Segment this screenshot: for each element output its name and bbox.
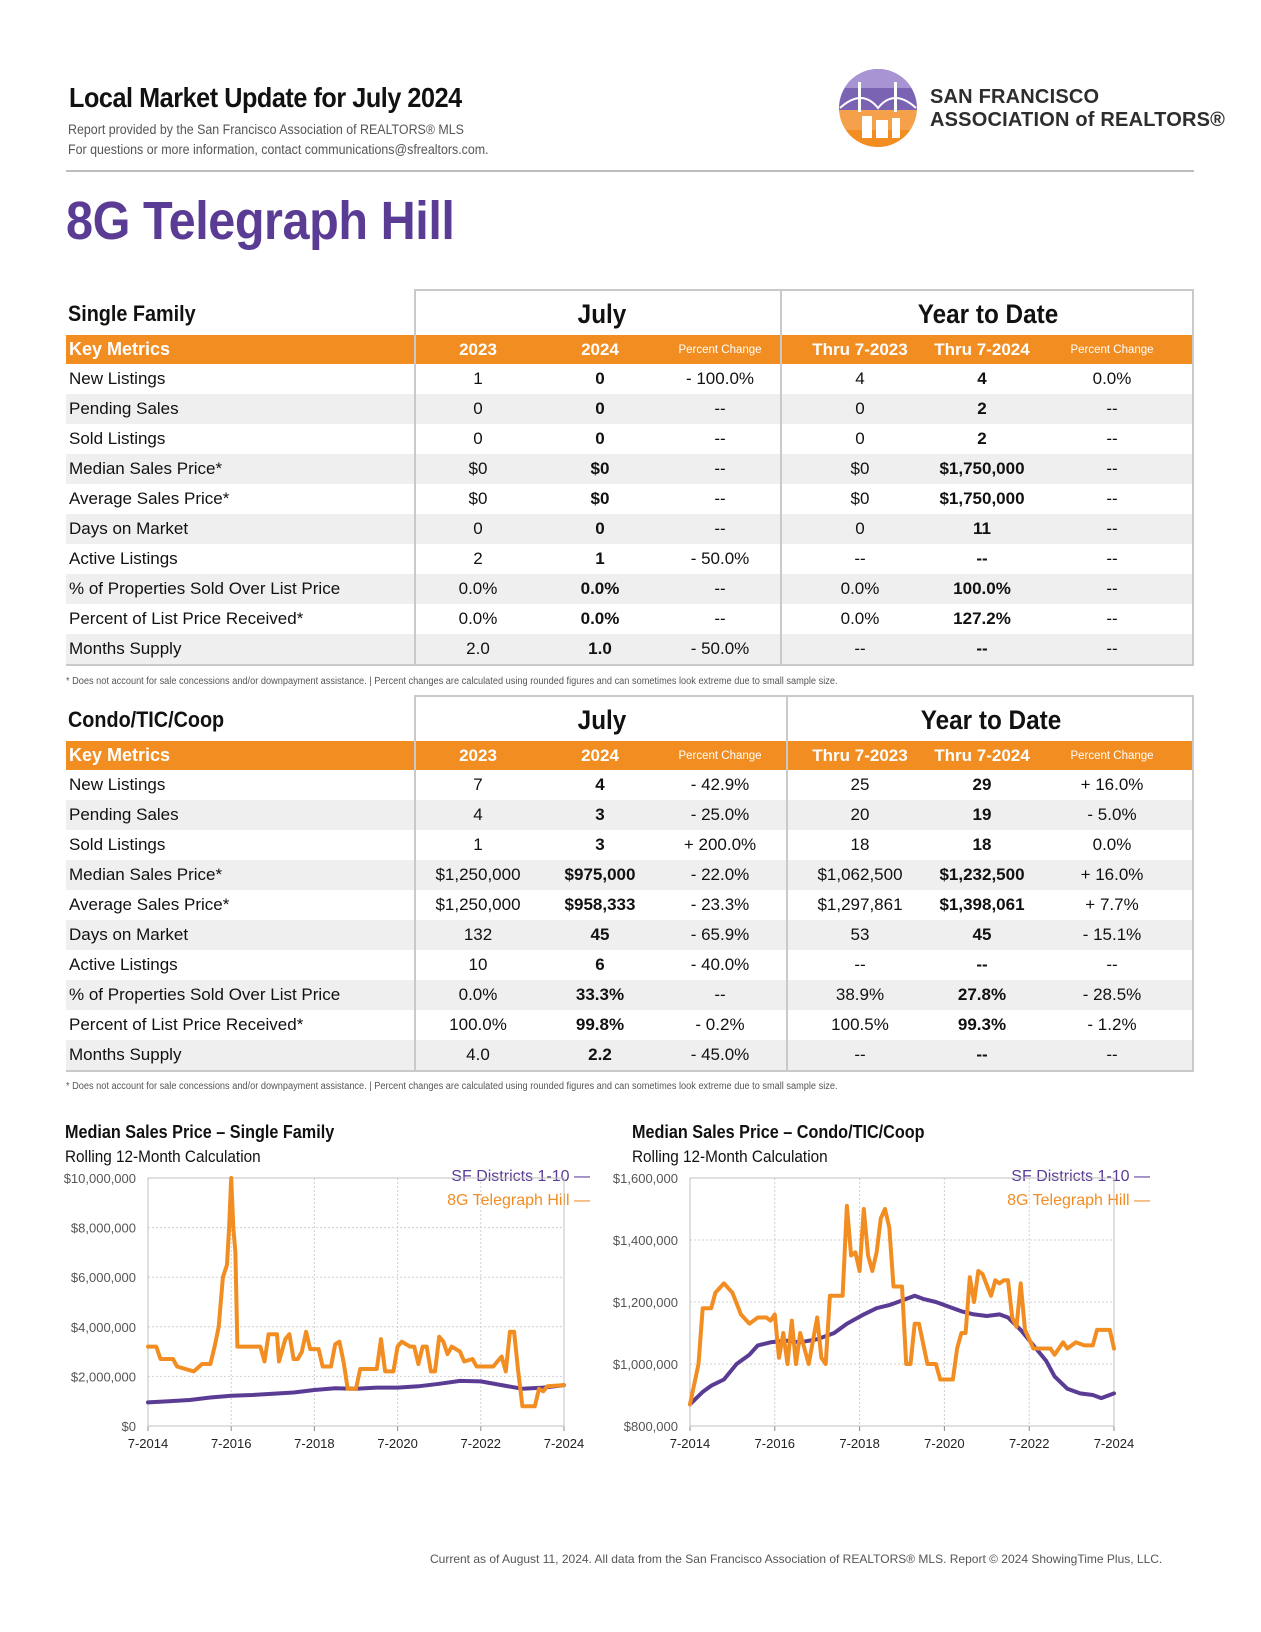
- metric-value: 0: [595, 369, 605, 388]
- x-tick-label: 7-2018: [839, 1436, 880, 1451]
- group-label-month: July: [577, 299, 627, 329]
- column-header-y2023: 2023: [459, 339, 497, 359]
- metric-label: Median Sales Price*: [69, 459, 223, 478]
- metric-value: 132: [463, 925, 493, 944]
- metric-value: --: [854, 955, 866, 974]
- column-header-y2023: 2023: [459, 745, 497, 765]
- metric-value: 53: [850, 925, 870, 944]
- metric-value: 0.0%: [840, 609, 880, 628]
- metric-value: --: [1106, 489, 1118, 508]
- section-label: Single Family: [68, 301, 196, 326]
- y-tick-label: $8,000,000: [70, 1220, 136, 1236]
- metric-label: Sold Listings: [69, 835, 166, 854]
- table-divider: [780, 289, 782, 664]
- metric-value: $1,297,861: [817, 895, 903, 914]
- column-header-key_metrics: Key Metrics: [69, 745, 171, 765]
- table-row: [66, 394, 1194, 424]
- metric-value: --: [1106, 955, 1118, 974]
- table-divider: [66, 664, 1194, 666]
- metric-value: 19: [972, 805, 992, 824]
- column-header-pct: Percent Change: [1070, 343, 1154, 356]
- chart-title-condo: Median Sales Price – Condo/TIC/Coop: [632, 1122, 925, 1142]
- metric-value: 0: [473, 429, 483, 448]
- y-tick-label: $0: [121, 1419, 136, 1434]
- metric-value: $0: [468, 489, 488, 508]
- metric-value: - 45.0%: [690, 1045, 750, 1064]
- column-header-y2024: 2024: [581, 339, 619, 359]
- logo-text-line1: SAN FRANCISCO: [930, 86, 1100, 108]
- metric-value: 1: [595, 549, 605, 568]
- metric-value: --: [714, 985, 726, 1004]
- metric-value: $975,000: [564, 865, 636, 884]
- metric-value: --: [714, 429, 726, 448]
- metric-value: 0: [473, 399, 483, 418]
- metric-value: --: [1106, 579, 1118, 598]
- legend-sf-districts-sf: SF Districts 1-10 —: [451, 1168, 590, 1185]
- metric-value: --: [1106, 459, 1118, 478]
- metric-value: $1,232,500: [939, 865, 1025, 884]
- metric-value: 11: [973, 519, 991, 538]
- metric-value: $0: [850, 459, 870, 478]
- logo-text-line2: ASSOCIATION of REALTORS®: [930, 109, 1226, 131]
- footnote-condo: * Does not account for sale concessions and/or downpayment assistance. | Percent changes are calculated using rounded figures and can sometimes look extreme due to small sample size.: [66, 1081, 838, 1092]
- table-divider: [1192, 695, 1194, 1070]
- metric-value: 25: [850, 775, 870, 794]
- footnote-single-family: * Does not account for sale concessions and/or downpayment assistance. | Percent changes are calculated using rounded figures and can sometimes look extreme due to small sample size.: [66, 676, 838, 687]
- metric-label: Median Sales Price*: [69, 865, 223, 884]
- x-tick-label: 7-2024: [1093, 1436, 1135, 1451]
- y-tick-label: $10,000,000: [63, 1171, 136, 1186]
- metric-value: 100.5%: [831, 1015, 889, 1034]
- metric-value: 0.0%: [580, 579, 620, 598]
- sfar-logo-icon: [832, 68, 924, 148]
- metric-value: --: [854, 1045, 866, 1064]
- metric-value: --: [976, 639, 988, 658]
- metric-value: $0: [590, 459, 610, 478]
- metric-value: --: [1106, 1045, 1118, 1064]
- metric-label: Percent of List Price Received*: [69, 1015, 304, 1034]
- x-tick-label: 7-2022: [1008, 1436, 1050, 1451]
- metric-value: 2: [977, 429, 987, 448]
- table-row: [66, 860, 1194, 890]
- table-row: [66, 604, 1194, 634]
- metric-value: 100.0%: [953, 579, 1011, 598]
- metric-value: --: [1106, 429, 1118, 448]
- legend-label: SF Districts 1-10: [1011, 1168, 1130, 1185]
- y-tick-label: $6,000,000: [70, 1270, 136, 1286]
- metric-value: 99.8%: [575, 1015, 625, 1034]
- table-row: [66, 544, 1194, 574]
- y-tick-label: $800,000: [623, 1419, 678, 1434]
- y-tick-label: $1,000,000: [612, 1357, 678, 1372]
- metric-value: $1,250,000: [435, 895, 521, 914]
- single-family-table: [66, 294, 1194, 664]
- legend-label: 8G Telegraph Hill: [447, 1192, 570, 1209]
- metric-value: $1,398,061: [939, 895, 1025, 914]
- metric-value: 3: [595, 835, 605, 854]
- metric-value: --: [1106, 549, 1118, 568]
- x-tick-label: 7-2022: [460, 1436, 502, 1451]
- metric-value: 33.3%: [575, 985, 625, 1004]
- metric-label: New Listings: [69, 369, 166, 388]
- report-title: Local Market Update for July 2024: [69, 82, 462, 113]
- metric-value: --: [976, 549, 988, 568]
- table-group-header: [66, 700, 1194, 741]
- legend-label: SF Districts 1-10: [451, 1168, 570, 1185]
- metric-value: $0: [850, 489, 870, 508]
- metric-value: - 0.2%: [695, 1015, 745, 1034]
- y-tick-label: $1,400,000: [612, 1233, 678, 1248]
- metric-value: - 5.0%: [1087, 805, 1137, 824]
- legend-telegraph-sf: 8G Telegraph Hill —: [447, 1192, 590, 1209]
- column-header-thru2023: Thru 7-2023: [812, 339, 908, 359]
- metric-value: 0.0%: [458, 609, 498, 628]
- metric-label: Pending Sales: [69, 805, 179, 824]
- table-row: [66, 920, 1194, 950]
- metric-value: 0: [595, 399, 605, 418]
- table-row: [66, 454, 1194, 484]
- table-row: [66, 484, 1194, 514]
- metric-value: 4: [977, 369, 987, 388]
- area-title: 8G Telegraph Hill: [66, 191, 455, 251]
- metric-value: 4: [595, 775, 605, 794]
- metric-value: 4: [473, 805, 483, 824]
- metric-value: $1,250,000: [435, 865, 521, 884]
- table-row: [66, 800, 1194, 830]
- footer-text: Current as of August 11, 2024. All data from the San Francisco Association of REALTORS® MLS. Report © 2024 ShowingTime Plus, LLC.: [430, 1552, 1163, 1566]
- metric-value: 45: [972, 925, 992, 944]
- column-header-thru2024: Thru 7-2024: [934, 745, 1030, 765]
- metric-value: 3: [595, 805, 605, 824]
- x-tick-label: 7-2018: [294, 1436, 335, 1451]
- chart-subtitle-single-family: Rolling 12-Month Calculation: [65, 1147, 261, 1166]
- table-row: [66, 890, 1194, 920]
- metric-value: --: [714, 489, 726, 508]
- metric-value: 0: [473, 519, 483, 538]
- group-label-ytd: Year to Date: [917, 299, 1059, 329]
- x-tick-label: 7-2024: [543, 1436, 585, 1451]
- metric-value: --: [714, 519, 726, 538]
- table-row: [66, 950, 1194, 980]
- metric-label: New Listings: [69, 775, 166, 794]
- column-header-key_metrics: Key Metrics: [69, 339, 171, 359]
- provided-by-text: Report provided by the San Francisco Association of REALTORS® MLS: [68, 122, 464, 137]
- metric-value: --: [976, 1045, 988, 1064]
- metric-label: Average Sales Price*: [69, 895, 230, 914]
- column-header-pct: Percent Change: [678, 343, 762, 356]
- y-tick-label: $1,600,000: [612, 1171, 678, 1186]
- metric-value: 2.0: [466, 639, 490, 658]
- metric-value: --: [1106, 519, 1118, 538]
- metric-value: $0: [590, 489, 610, 508]
- metric-value: 45: [590, 925, 610, 944]
- y-tick-label: $1,200,000: [612, 1295, 678, 1310]
- metric-value: - 50.0%: [690, 639, 750, 658]
- metric-value: 0.0%: [580, 609, 620, 628]
- metric-value: $958,333: [564, 895, 636, 914]
- metric-value: + 16.0%: [1080, 775, 1144, 794]
- metric-value: $1,062,500: [817, 865, 903, 884]
- metric-value: - 28.5%: [1082, 985, 1142, 1004]
- metric-value: $1,750,000: [939, 489, 1025, 508]
- metric-value: --: [714, 399, 726, 418]
- metric-value: 29: [972, 775, 992, 794]
- table-row: [66, 514, 1194, 544]
- series-line-telegraph-hill: [148, 1178, 564, 1406]
- table-row: [66, 1040, 1194, 1070]
- metric-value: 0: [855, 399, 865, 418]
- metric-value: + 7.7%: [1085, 895, 1139, 914]
- table-row: [66, 364, 1194, 394]
- x-tick-label: 7-2016: [754, 1436, 796, 1451]
- metric-value: --: [1106, 609, 1118, 628]
- metric-value: 99.3%: [957, 1015, 1007, 1034]
- metric-value: - 15.1%: [1082, 925, 1142, 944]
- metric-value: 2: [473, 549, 483, 568]
- metric-value: + 16.0%: [1080, 865, 1144, 884]
- series-line-telegraph-hill: [690, 1206, 1114, 1404]
- legend-sf-districts-condo: SF Districts 1-10 —: [1011, 1168, 1150, 1185]
- metric-value: 27.8%: [957, 985, 1007, 1004]
- x-tick-label: 7-2020: [377, 1436, 418, 1451]
- chart-subtitle-condo: Rolling 12-Month Calculation: [632, 1147, 828, 1166]
- table-divider: [414, 289, 416, 664]
- metric-value: 1: [473, 835, 483, 854]
- header-divider: [66, 170, 1194, 172]
- metric-value: $1,750,000: [939, 459, 1025, 478]
- metric-value: 100.0%: [449, 1015, 507, 1034]
- metric-value: - 100.0%: [685, 369, 755, 388]
- metric-value: 1: [473, 369, 483, 388]
- metric-label: Active Listings: [69, 549, 178, 568]
- table-divider: [414, 289, 1194, 291]
- metric-value: 20: [850, 805, 870, 824]
- group-label-ytd: Year to Date: [920, 705, 1062, 735]
- metric-value: --: [976, 955, 988, 974]
- metric-value: - 40.0%: [690, 955, 750, 974]
- metric-value: 6: [595, 955, 605, 974]
- table-divider: [786, 695, 788, 1070]
- x-tick-label: 7-2016: [210, 1436, 252, 1451]
- table-row: [66, 830, 1194, 860]
- table-divider: [414, 695, 1194, 697]
- metric-value: 38.9%: [835, 985, 885, 1004]
- column-header-row: [66, 741, 1194, 770]
- table-row: [66, 574, 1194, 604]
- column-header-thru2024: Thru 7-2024: [934, 339, 1030, 359]
- metric-value: - 65.9%: [690, 925, 750, 944]
- legend-label: 8G Telegraph Hill: [1007, 1192, 1130, 1209]
- metric-value: 7: [473, 775, 483, 794]
- metric-value: --: [1106, 399, 1118, 418]
- metric-value: --: [714, 579, 726, 598]
- metric-value: 0.0%: [458, 985, 498, 1004]
- metric-value: + 200.0%: [683, 835, 757, 854]
- metric-label: % of Properties Sold Over List Price: [69, 579, 341, 598]
- metric-value: - 42.9%: [690, 775, 750, 794]
- metric-label: Active Listings: [69, 955, 178, 974]
- metric-value: 0.0%: [458, 579, 498, 598]
- metric-label: Days on Market: [69, 519, 189, 538]
- section-label: Condo/TIC/Coop: [68, 707, 225, 732]
- metric-value: - 23.3%: [690, 895, 750, 914]
- x-tick-label: 7-2020: [924, 1436, 965, 1451]
- metric-value: 18: [972, 835, 992, 854]
- metric-value: - 25.0%: [690, 805, 750, 824]
- table-row: [66, 424, 1194, 454]
- metric-value: --: [714, 609, 726, 628]
- table-group-header: [66, 294, 1194, 335]
- column-header-thru2023: Thru 7-2023: [812, 745, 908, 765]
- metric-label: Months Supply: [69, 1045, 182, 1064]
- chart-title-single-family: Median Sales Price – Single Family: [65, 1122, 335, 1142]
- metric-label: Percent of List Price Received*: [69, 609, 304, 628]
- column-header-pct: Percent Change: [1070, 749, 1154, 762]
- metric-label: Months Supply: [69, 639, 182, 658]
- metric-label: Sold Listings: [69, 429, 166, 448]
- metric-value: 18: [850, 835, 870, 854]
- table-divider: [1192, 289, 1194, 664]
- table-divider: [66, 1070, 1194, 1072]
- metric-value: --: [854, 549, 866, 568]
- metric-label: % of Properties Sold Over List Price: [69, 985, 341, 1004]
- metric-label: Pending Sales: [69, 399, 179, 418]
- metric-value: --: [854, 639, 866, 658]
- metric-value: 1.0: [588, 639, 612, 658]
- table-divider: [414, 695, 416, 1070]
- metric-value: 10: [468, 955, 488, 974]
- x-tick-label: 7-2014: [127, 1436, 169, 1451]
- y-tick-label: $2,000,000: [70, 1369, 136, 1385]
- metric-value: 0.0%: [840, 579, 880, 598]
- table-row: [66, 634, 1194, 664]
- metric-value: 0: [855, 429, 865, 448]
- column-header-y2024: 2024: [581, 745, 619, 765]
- condo-table: [66, 700, 1194, 1070]
- metric-value: 0: [855, 519, 865, 538]
- metric-value: 4.0: [466, 1045, 490, 1064]
- metric-value: 4: [855, 369, 865, 388]
- metric-value: $0: [468, 459, 488, 478]
- contact-text: For questions or more information, contact communications@sfrealtors.com.: [68, 142, 489, 157]
- x-tick-label: 7-2014: [669, 1436, 711, 1451]
- table-row: [66, 770, 1194, 800]
- legend-telegraph-condo: 8G Telegraph Hill —: [1007, 1192, 1150, 1209]
- metric-value: 127.2%: [953, 609, 1011, 628]
- metric-value: - 22.0%: [690, 865, 750, 884]
- metric-value: 2.2: [588, 1045, 612, 1064]
- metric-value: - 50.0%: [690, 549, 750, 568]
- metric-value: 0.0%: [1092, 369, 1132, 388]
- group-label-month: July: [577, 705, 627, 735]
- metric-label: Average Sales Price*: [69, 489, 230, 508]
- column-header-row: [66, 335, 1194, 364]
- column-header-pct: Percent Change: [678, 749, 762, 762]
- metric-value: --: [1106, 639, 1118, 658]
- metric-value: 0.0%: [1092, 835, 1132, 854]
- metric-value: 0: [595, 519, 605, 538]
- metric-value: 0: [595, 429, 605, 448]
- table-row: [66, 980, 1194, 1010]
- table-row: [66, 1010, 1194, 1040]
- metric-value: --: [714, 459, 726, 478]
- metric-value: - 1.2%: [1087, 1015, 1137, 1034]
- y-tick-label: $4,000,000: [70, 1319, 136, 1335]
- metric-value: 2: [977, 399, 987, 418]
- metric-label: Days on Market: [69, 925, 189, 944]
